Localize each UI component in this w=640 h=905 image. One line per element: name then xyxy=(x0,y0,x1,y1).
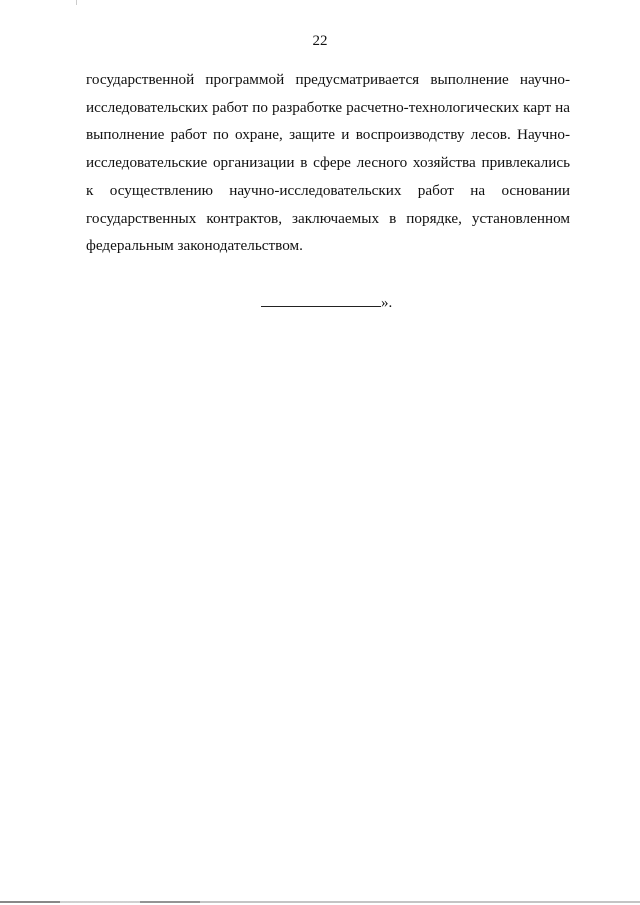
body-paragraph xyxy=(86,66,570,260)
scan-bottom-edge xyxy=(0,901,640,903)
closing-quote: ». xyxy=(381,295,393,311)
paragraph-line: выполнение работ по охране, защите и воспроизводству лесов. Научно- xyxy=(86,126,570,144)
paragraph-line: федеральным законодательством. xyxy=(86,237,303,255)
scan-mark xyxy=(76,0,77,5)
separator-line xyxy=(261,294,381,307)
paragraph-line: государственных контрактов, заключаемых в порядке, установленном xyxy=(86,209,570,227)
closing-rule xyxy=(261,292,392,314)
paragraph-line: исследовательских работ по разработке расчетно-технологических карт на xyxy=(86,98,570,116)
page-number: 22 xyxy=(312,33,328,49)
paragraph-line: государственной программой предусматривается выполнение научно- xyxy=(86,71,570,88)
paragraph-line: исследовательские организации в сфере лесного хозяйства привлекались xyxy=(86,154,570,172)
paragraph-line: к осуществлению научно-исследовательских работ на основании xyxy=(86,181,570,199)
